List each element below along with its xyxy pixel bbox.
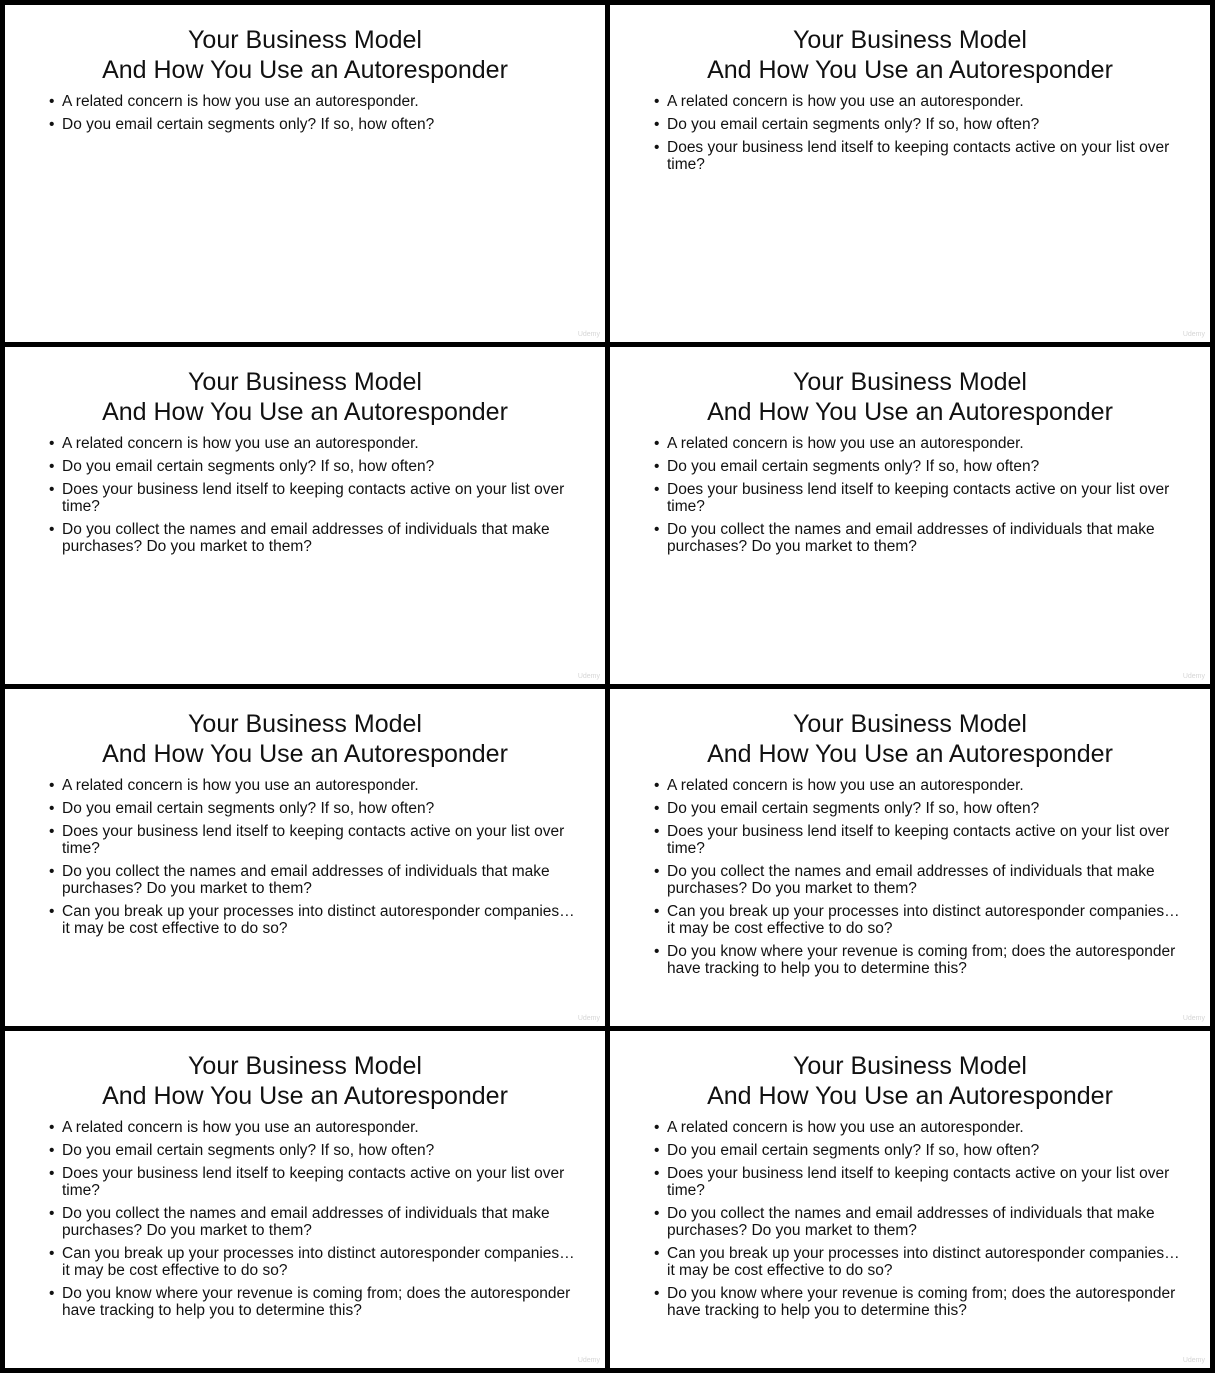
bullet-item: • Does your business lend itself to keeping contacts active on your list over time? (654, 1165, 1180, 1199)
bullet-item: • A related concern is how you use an autoresponder. (654, 435, 1180, 452)
bullet-list (654, 435, 1180, 561)
bullet-item: • Do you collect the names and email addresses of individuals that make purchases? Do you market to them? (654, 521, 1180, 555)
slide-title (610, 709, 1210, 769)
bullet-item: • A related concern is how you use an autoresponder. (654, 777, 1180, 794)
slide-3 (5, 347, 605, 684)
bullet-list (654, 777, 1180, 983)
bullet-list (49, 435, 575, 561)
slide-6 (610, 689, 1210, 1026)
title-line-2: And How You Use an Autoresponder (102, 398, 508, 426)
watermark: Udemy (577, 673, 600, 680)
bullet-item: • Can you break up your processes into distinct autoresponder companies…it may be cost effective to do so? (654, 1245, 1180, 1279)
bullet-item: • Do you email certain segments only? If so, how often? (654, 1142, 1180, 1159)
bullet-item: • Can you break up your processes into distinct autoresponder companies…it may be cost effective to do so? (654, 903, 1180, 937)
bullet-item: • Does your business lend itself to keeping contacts active on your list over time? (49, 823, 575, 857)
slide-title (610, 367, 1210, 427)
bullet-item: • A related concern is how you use an autoresponder. (654, 1119, 1180, 1136)
title-line-2: And How You Use an Autoresponder (707, 56, 1113, 84)
slide-title (610, 25, 1210, 85)
bullet-item: • Do you know where your revenue is coming from; does the autoresponder have tracking to help you to determine this? (654, 943, 1180, 977)
bullet-item: • A related concern is how you use an autoresponder. (654, 93, 1180, 110)
bullet-item: • A related concern is how you use an autoresponder. (49, 1119, 575, 1136)
bullet-item: • Does your business lend itself to keeping contacts active on your list over time? (654, 139, 1180, 173)
bullet-item: • Do you email certain segments only? If so, how often? (654, 458, 1180, 475)
title-line-1: Your Business Model (188, 26, 422, 54)
bullet-list (49, 777, 575, 943)
title-line-1: Your Business Model (793, 368, 1027, 396)
title-line-2: And How You Use an Autoresponder (707, 398, 1113, 426)
bullet-item: • Can you break up your processes into distinct autoresponder companies…it may be cost effective to do so? (49, 1245, 575, 1279)
title-line-1: Your Business Model (188, 710, 422, 738)
bullet-item: • Do you email certain segments only? If so, how often? (49, 1142, 575, 1159)
bullet-item: • Do you collect the names and email addresses of individuals that make purchases? Do you market to them? (49, 1205, 575, 1239)
bullet-list (654, 1119, 1180, 1325)
bullet-item: • Does your business lend itself to keeping contacts active on your list over time? (654, 481, 1180, 515)
watermark: Udemy (1182, 331, 1205, 338)
bullet-list (654, 93, 1180, 179)
bullet-item: • Does your business lend itself to keeping contacts active on your list over time? (49, 481, 575, 515)
title-line-1: Your Business Model (793, 26, 1027, 54)
watermark: Udemy (577, 1357, 600, 1364)
bullet-item: • Can you break up your processes into distinct autoresponder companies…it may be cost effective to do so? (49, 903, 575, 937)
title-line-2: And How You Use an Autoresponder (102, 740, 508, 768)
title-line-2: And How You Use an Autoresponder (707, 740, 1113, 768)
bullet-list (49, 1119, 575, 1325)
bullet-item: • A related concern is how you use an autoresponder. (49, 435, 575, 452)
slide-title (5, 367, 605, 427)
title-line-2: And How You Use an Autoresponder (707, 1082, 1113, 1110)
bullet-item: • Do you email certain segments only? If so, how often? (49, 116, 575, 133)
bullet-list (49, 93, 575, 139)
title-line-1: Your Business Model (188, 368, 422, 396)
bullet-item: • Does your business lend itself to keeping contacts active on your list over time? (49, 1165, 575, 1199)
watermark: Udemy (577, 1015, 600, 1022)
bullet-item: • A related concern is how you use an autoresponder. (49, 777, 575, 794)
slide-7 (5, 1031, 605, 1368)
slide-2 (610, 5, 1210, 342)
slide-title (610, 1051, 1210, 1111)
watermark: Udemy (1182, 1357, 1205, 1364)
slide-title (5, 25, 605, 85)
title-line-1: Your Business Model (793, 710, 1027, 738)
bullet-item: • Do you collect the names and email addresses of individuals that make purchases? Do you market to them? (49, 521, 575, 555)
bullet-item: • A related concern is how you use an autoresponder. (49, 93, 575, 110)
bullet-item: • Do you know where your revenue is coming from; does the autoresponder have tracking to help you to determine this? (654, 1285, 1180, 1319)
bullet-item: • Do you collect the names and email addresses of individuals that make purchases? Do you market to them? (49, 863, 575, 897)
title-line-1: Your Business Model (793, 1052, 1027, 1080)
bullet-item: • Do you email certain segments only? If so, how often? (49, 458, 575, 475)
watermark: Udemy (577, 331, 600, 338)
bullet-item: • Does your business lend itself to keeping contacts active on your list over time? (654, 823, 1180, 857)
slide-title (5, 709, 605, 769)
title-line-1: Your Business Model (188, 1052, 422, 1080)
slide-1 (5, 5, 605, 342)
bullet-item: • Do you collect the names and email addresses of individuals that make purchases? Do you market to them? (654, 863, 1180, 897)
slide-4 (610, 347, 1210, 684)
bullet-item: • Do you email certain segments only? If so, how often? (654, 116, 1180, 133)
bullet-item: • Do you email certain segments only? If so, how often? (654, 800, 1180, 817)
bullet-item: • Do you collect the names and email addresses of individuals that make purchases? Do you market to them? (654, 1205, 1180, 1239)
watermark: Udemy (1182, 673, 1205, 680)
slide-8 (610, 1031, 1210, 1368)
watermark: Udemy (1182, 1015, 1205, 1022)
title-line-2: And How You Use an Autoresponder (102, 1082, 508, 1110)
slide-title (5, 1051, 605, 1111)
bullet-item: • Do you know where your revenue is coming from; does the autoresponder have tracking to help you to determine this? (49, 1285, 575, 1319)
title-line-2: And How You Use an Autoresponder (102, 56, 508, 84)
slide-5 (5, 689, 605, 1026)
bullet-item: • Do you email certain segments only? If so, how often? (49, 800, 575, 817)
